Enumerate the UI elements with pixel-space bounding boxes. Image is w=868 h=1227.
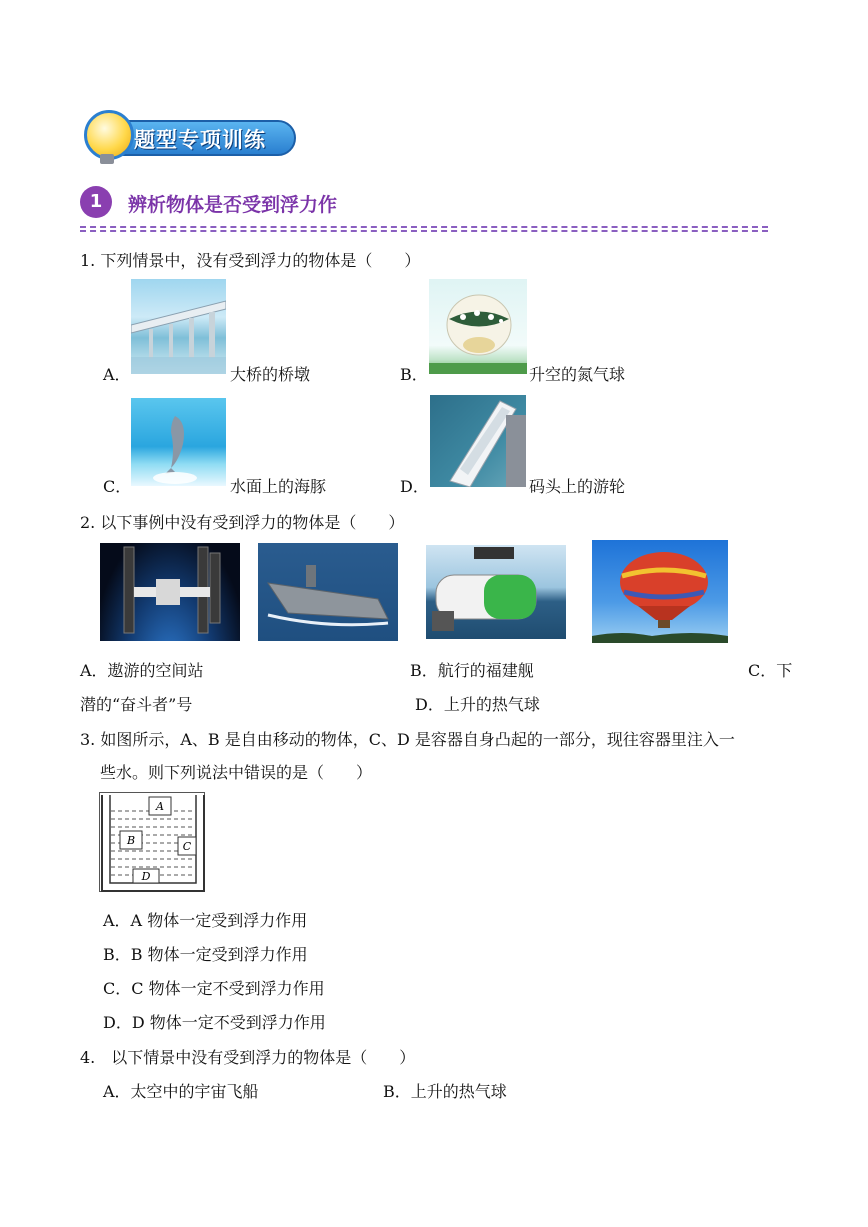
q3-stem-line2: 些水。则下列说法中错误的是（ ） xyxy=(100,763,373,782)
banner-label: 题型专项训练 xyxy=(134,128,266,152)
section-title: 辨析物体是否受到浮力作 xyxy=(128,194,338,216)
aircraft-carrier-image xyxy=(258,543,398,641)
lightbulb-icon xyxy=(84,110,134,160)
label-d: D xyxy=(141,870,151,883)
q1-option-d-letter: D． xyxy=(400,477,429,496)
q1-option-c-text: 水面上的海豚 xyxy=(230,477,327,496)
hot-air-balloon-image xyxy=(592,540,728,643)
q3-option-a: A．A 物体一定受到浮力作用 xyxy=(103,911,308,930)
q4-option-a: A．太空中的宇宙飞船 xyxy=(103,1082,259,1101)
submersible-image xyxy=(426,545,566,639)
q1-option-b-letter: B． xyxy=(400,365,428,384)
label-b: B xyxy=(126,834,136,847)
space-station-image xyxy=(100,543,240,641)
q2-option-a: A．遨游的空间站 xyxy=(80,661,204,680)
space-station-drawing xyxy=(100,543,240,641)
label-a: A xyxy=(156,800,164,813)
q2-stem: 2. 以下事例中没有受到浮力的物体是（ ） xyxy=(80,513,405,532)
label-c: C xyxy=(182,840,192,853)
q3-option-d: D．D 物体一定不受到浮力作用 xyxy=(103,1013,326,1032)
q2-option-c-start: C．下 xyxy=(748,661,793,680)
q1-option-a-text: 大桥的桥墩 xyxy=(230,365,311,384)
hot-air-balloon-drawing xyxy=(592,540,728,643)
q4-option-b: B．上升的热气球 xyxy=(383,1082,507,1101)
q1-stem: 1. 下列情景中，没有受到浮力的物体是（ ） xyxy=(80,251,421,270)
submersible-drawing xyxy=(426,545,566,639)
section-number: 1 xyxy=(80,186,112,218)
cruise-ship-drawing xyxy=(430,395,526,487)
balloon-drawing xyxy=(429,279,527,374)
cruise-ship-image xyxy=(430,395,526,487)
q1-option-d-text: 码头上的游轮 xyxy=(529,477,626,496)
q1-option-a-letter: A． xyxy=(103,365,131,384)
q3-option-b: B．B 物体一定受到浮力作用 xyxy=(103,945,308,964)
q2-option-b: B．航行的福建舰 xyxy=(410,661,534,680)
q1-option-c-letter: C． xyxy=(103,477,132,496)
bridge-pier-drawing xyxy=(131,279,226,374)
section-divider xyxy=(80,226,768,232)
q3-option-c: C．C 物体一定不受到浮力作用 xyxy=(103,979,325,998)
q3-stem-line1: 3. 如图所示，A、B 是自由移动的物体，C、D 是容器自身凸起的一部分，现往容器里注入一 xyxy=(80,730,735,749)
q1-option-b-text: 升空的氮气球 xyxy=(529,365,626,384)
container-diagram xyxy=(100,793,206,893)
section-banner xyxy=(84,110,298,164)
lightbulb-base-icon xyxy=(100,154,114,164)
q2-option-c-end: 潜的“奋斗者”号 xyxy=(80,695,193,714)
q4-stem: 4. 以下情景中没有受到浮力的物体是（ ） xyxy=(80,1048,416,1067)
balloon-image xyxy=(429,279,527,374)
bridge-pier-image xyxy=(131,279,226,374)
aircraft-carrier-drawing xyxy=(258,543,398,641)
dolphin-drawing xyxy=(131,398,226,486)
q2-option-d: D．上升的热气球 xyxy=(415,695,540,714)
dolphin-image xyxy=(131,398,226,486)
container-figure xyxy=(99,792,205,892)
